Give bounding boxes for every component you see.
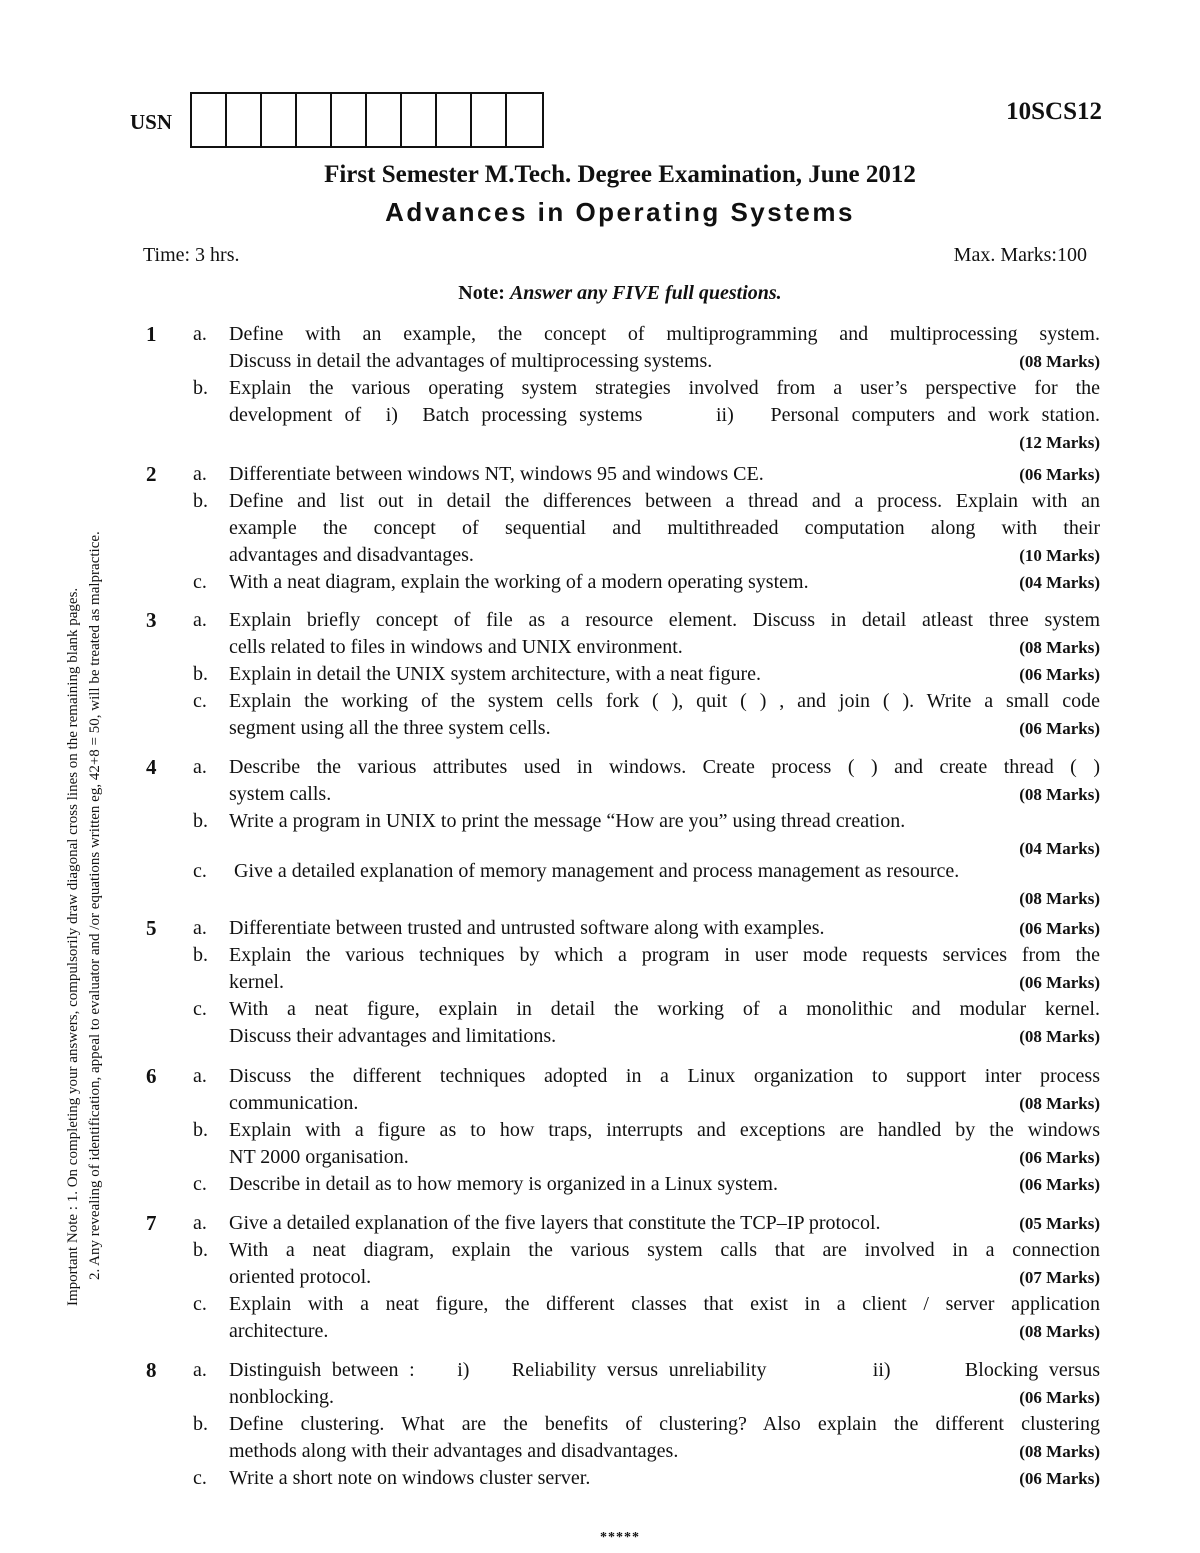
question-7-part-a [0,1210,1200,1237]
question-text-line: communication. [229,1092,359,1114]
marks: (07 Marks) [1019,1268,1100,1287]
subject-title: Advances in Operating Systems [385,197,855,227]
footer-stars: ***** [600,1530,640,1545]
question-number: 4 [146,755,157,779]
part-label: b. [193,663,208,685]
question-text-line: Explain the various techniques by which a program in user mode requests services from the [229,944,1100,966]
question-5-part-c [0,996,1200,1050]
question-8-part-b [0,1411,1200,1465]
question-text-line: Describe in detail as to how memory is organized in a Linux system. [229,1173,778,1195]
question-text-line: Define and list out in detail the differences between a thread and a process. Explain with an [229,490,1100,512]
marks: (06 Marks) [1019,1148,1100,1167]
question-text-line: example the concept of sequential and multithreaded computation along with their [229,517,1100,539]
marks: (06 Marks) [1019,465,1100,484]
question-text-line: Explain in detail the UNIX system architecture, with a neat figure. [229,663,762,685]
question-text-line: NT 2000 organisation. [229,1146,409,1168]
marks: (06 Marks) [1019,919,1100,938]
question-text-line: Discuss the different techniques adopted in a Linux organization to support inter process [229,1065,1100,1087]
question-text-line: Describe the various attributes used in windows. Create process ( ) and create thread ( ) [229,756,1100,778]
usn-label: USN [130,110,173,134]
question-5-part-b [0,942,1200,996]
question-text-line: advantages and disadvantages. [229,544,474,566]
question-6-part-c [0,1171,1200,1198]
question-text-line: segment using all the three system cells. [229,717,551,739]
question-text-line: architecture. [229,1320,329,1342]
side-note-line-1: Important Note : 1. On completing your answers, compulsorily draw diagonal cross lines on the remaining blank pages. [65,587,81,1306]
part-label: a. [193,917,207,939]
marks: (05 Marks) [1019,1214,1100,1233]
question-4-part-c [0,858,1200,912]
question-text-line: Explain the working of the system cells fork ( ), quit ( ) , and join ( ). Write a small code [229,690,1100,712]
question-text-line: Write a short note on windows cluster server. [229,1467,591,1489]
part-label: a. [193,609,207,631]
question-text-line: Differentiate between trusted and untrusted software along with examples. [229,917,825,939]
question-3-part-c [0,688,1200,742]
usn-box [332,94,367,146]
question-text-line: Distinguish between : i) Reliability versus unreliability ii) Blocking versus [229,1359,1100,1381]
marks: (08 Marks) [1019,1322,1100,1341]
question-text-line: Explain the various operating system strategies involved from a user’s perspective for the [229,377,1100,399]
question-3-part-a [0,607,1200,661]
part-label: c. [193,571,207,593]
marks: (08 Marks) [1019,638,1100,657]
part-label: a. [193,463,207,485]
part-label: a. [193,1359,207,1381]
marks: (08 Marks) [1019,889,1100,908]
part-label: c. [193,1173,207,1195]
part-label: c. [193,690,207,712]
marks: (06 Marks) [1019,719,1100,738]
question-text-line: Give a detailed explanation of memory management and process management as resource. [229,860,960,882]
usn-box [262,94,297,146]
marks: (08 Marks) [1019,1442,1100,1461]
part-label: b. [193,377,208,399]
marks: (04 Marks) [1019,839,1100,858]
marks: (08 Marks) [1019,785,1100,804]
question-text-line: methods along with their advantages and disadvantages. [229,1440,679,1462]
instructions-note [0,282,1200,305]
usn-box [437,94,472,146]
question-text-line: Give a detailed explanation of the five layers that constitute the TCP–IP protocol. [229,1212,881,1234]
question-number: 8 [146,1358,157,1382]
part-label: c. [193,1293,207,1315]
question-text-line: development of i) Batch processing systems ii) Personal computers and work station. [229,404,1100,426]
usn-box [192,94,227,146]
question-number: 3 [146,608,157,632]
marks: (06 Marks) [1019,1388,1100,1407]
question-7-part-c [0,1291,1200,1345]
question-text-line: Write a program in UNIX to print the message “How are you” using thread creation. [229,810,906,832]
marks: (12 Marks) [1019,433,1100,452]
question-text-line: Define clustering. What are the benefits of clustering? Also explain the different clustering [229,1413,1100,1435]
usn-box [472,94,507,146]
question-6-part-b [0,1117,1200,1171]
usn-box [507,94,542,146]
part-label: b. [193,490,208,512]
marks: (04 Marks) [1019,573,1100,592]
part-label: c. [193,1467,207,1489]
part-label: b. [193,944,208,966]
question-number: 2 [146,462,157,486]
question-number: 1 [146,322,157,346]
marks: (10 Marks) [1019,546,1100,565]
question-2-part-c [0,569,1200,596]
max-marks: Max. Marks:100 [953,244,1087,266]
marks: (06 Marks) [1019,973,1100,992]
marks: (06 Marks) [1019,1175,1100,1194]
question-2-part-a [0,461,1200,488]
usn-box [402,94,437,146]
part-label: b. [193,1239,208,1261]
question-number: 6 [146,1064,157,1088]
marks: (08 Marks) [1019,1027,1100,1046]
marks: (08 Marks) [1019,352,1100,371]
time-allowed: Time: 3 hrs. [143,244,240,266]
part-label: a. [193,1065,207,1087]
question-2-part-b [0,488,1200,569]
part-label: a. [193,1212,207,1234]
question-text-line: Discuss in detail the advantages of multiprocessing systems. [229,350,713,372]
note-text: Answer any FIVE full questions. [509,282,782,304]
part-label: c. [193,998,207,1020]
usn-box [367,94,402,146]
question-number: 7 [146,1211,157,1235]
question-text-line: With a neat diagram, explain the various system calls that are involved in a connection [229,1239,1100,1261]
question-4-part-b [0,808,1200,862]
question-6-part-a [0,1063,1200,1117]
question-text-line: cells related to files in windows and UNIX environment. [229,636,683,658]
question-3-part-b [0,661,1200,688]
side-note-line-2: 2. Any revealing of identification, appeal to evaluator and /or equations written eg, 42+8 = 50, will be treated as malpractice. [87,531,103,1280]
subject-code: 10SCS12 [1006,98,1102,125]
question-text-line: oriented protocol. [229,1266,372,1288]
question-number: 5 [146,916,157,940]
marks: (06 Marks) [1019,1469,1100,1488]
question-text-line: Explain with a figure as to how traps, interrupts and exceptions are handled by the windows [229,1119,1100,1141]
marks: (06 Marks) [1019,665,1100,684]
part-label: a. [193,756,207,778]
marks: (08 Marks) [1019,1094,1100,1113]
question-text-line: Define with an example, the concept of multiprogramming and multiprocessing system. [229,323,1100,345]
question-text-line: With a neat diagram, explain the working of a modern operating system. [229,571,809,593]
question-8-part-a [0,1357,1200,1411]
part-label: b. [193,810,208,832]
question-text-line: kernel. [229,971,284,993]
note-label: Note: [458,282,505,304]
question-text-line: nonblocking. [229,1386,334,1408]
question-text-line: Discuss their advantages and limitations. [229,1025,557,1047]
question-4-part-a [0,754,1200,808]
part-label: b. [193,1413,208,1435]
question-text-line: system calls. [229,783,332,805]
exam-title: First Semester M.Tech. Degree Examination, June 2012 [324,161,916,188]
question-text-line: Explain briefly concept of file as a resource element. Discuss in detail atleast three system [229,609,1100,631]
part-label: b. [193,1119,208,1141]
question-5-part-a [0,915,1200,942]
question-text-line: Explain with a neat figure, the different classes that exist in a client / server application [229,1293,1100,1315]
question-7-part-b [0,1237,1200,1291]
usn-box [227,94,262,146]
question-text-line: With a neat figure, explain in detail the working of a monolithic and modular kernel. [229,998,1100,1020]
usn-box [297,94,332,146]
usn-boxes [190,92,544,148]
question-text-line: Differentiate between windows NT, windows 95 and windows CE. [229,463,764,485]
part-label: a. [193,323,207,345]
question-1-part-b [0,375,1200,456]
question-8-part-c [0,1465,1200,1492]
part-label: c. [193,860,207,882]
question-1-part-a [0,321,1200,375]
